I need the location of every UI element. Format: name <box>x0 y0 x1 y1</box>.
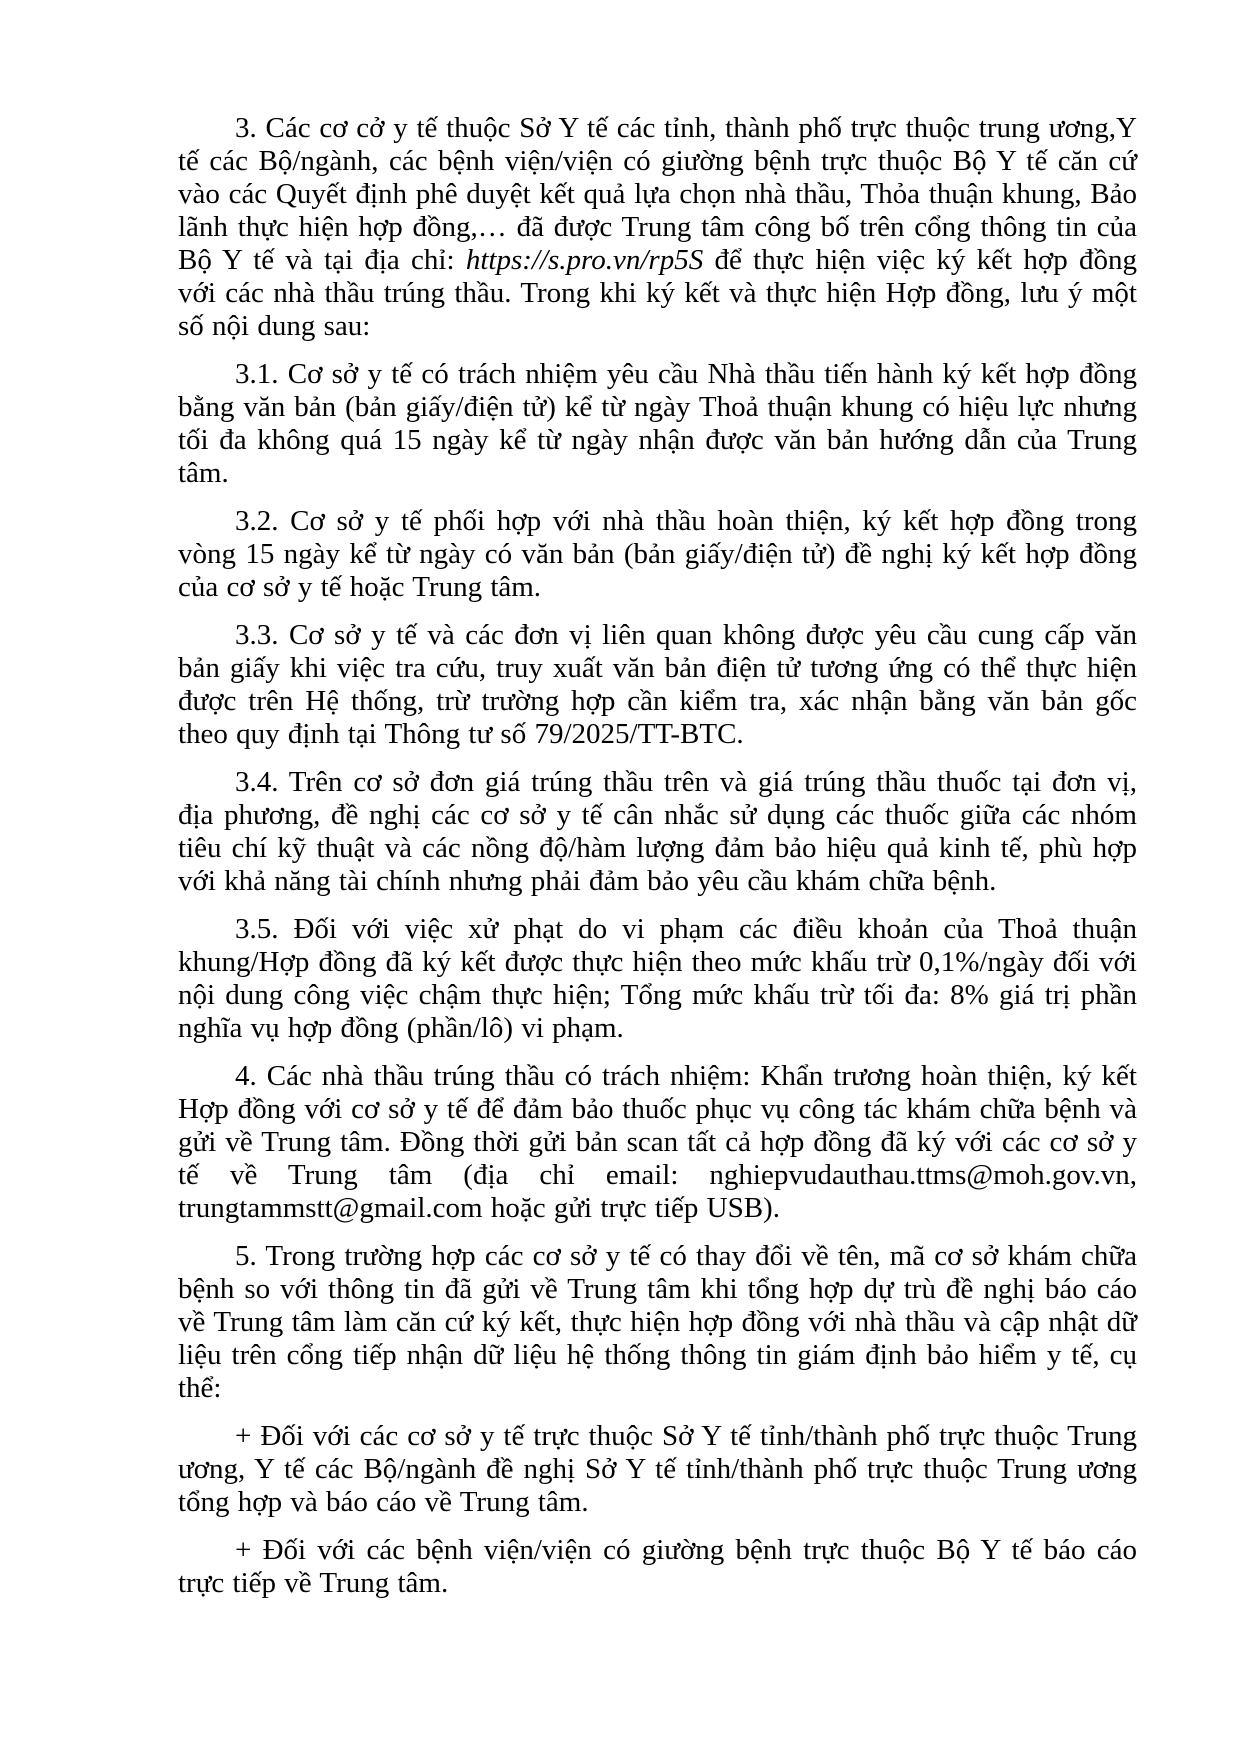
paragraph-3-2: 3.2. Cơ sở y tế phối hợp với nhà thầu hoàn thiện, ký kết hợp đồng trong vòng 15 ngày kể từ ngày có văn bản (bản giấy/điện tử) đề nghị ký kết hợp đồng của cơ sở y tế hoặc Trung tâm. <box>178 505 1137 603</box>
paragraph-3 <box>178 112 1137 343</box>
paragraph-3-5: 3.5. Đối với việc xử phạt do vi phạm các điều khoản của Thoả thuận khung/Hợp đồng đã ký kết được thực hiện theo mức khấu trừ 0,1%/ngày đối với nội dung công việc chậm thực hiện; Tổng mức khấu trừ tối đa: 8% giá trị phần nghĩa vụ hợp đồng (phần/lô) vi phạm. <box>178 913 1137 1044</box>
paragraph-5-bullet-2: + Đối với các bệnh viện/viện có giường bệnh trực thuộc Bộ Y tế báo cáo trực tiếp về Trung tâm. <box>178 1534 1137 1599</box>
paragraph-5-bullet-1: + Đối với các cơ sở y tế trực thuộc Sở Y tế tỉnh/thành phố trực thuộc Trung ương, Y tế các Bộ/ngành đề nghị Sở Y tế tỉnh/thành phố trực thuộc Trung ương tổng hợp và báo cáo về Trung tâm. <box>178 1420 1137 1518</box>
paragraph-3-text-after-link: để thực hiện việc ký kết hợp đồng với các nhà thầu trúng thầu. Trong khi ký kết và thực hiện Hợp đồng, lưu ý một số nội dung sau: <box>178 244 1137 342</box>
paragraph-4: 4. Các nhà thầu trúng thầu có trách nhiệm: Khẩn trương hoàn thiện, ký kết Hợp đồng với cơ sở y tế để đảm bảo thuốc phục vụ công tác khám chữa bệnh và gửi về Trung tâm. Đồng thời gửi bản scan tất cả hợp đồng đã ký với các cơ sở y tế về Trung tâm (địa chỉ email: nghiepvudauthau.ttms@moh.gov.vn, trungtammstt@gmail.com hoặc gửi trực tiếp USB). <box>178 1060 1137 1224</box>
paragraph-5: 5. Trong trường hợp các cơ sở y tế có thay đổi về tên, mã cơ sở khám chữa bệnh so với thông tin đã gửi về Trung tâm khi tổng hợp dự trù đề nghị báo cáo về Trung tâm làm căn cứ ký kết, thực hiện hợp đồng với nhà thầu và cập nhật dữ liệu trên cổng tiếp nhận dữ liệu hệ thống thông tin giám định bảo hiểm y tế, cụ thể: <box>178 1240 1137 1404</box>
paragraph-3-3: 3.3. Cơ sở y tế và các đơn vị liên quan không được yêu cầu cung cấp văn bản giấy khi việc tra cứu, truy xuất văn bản điện tử tương ứng có thể thực hiện được trên Hệ thống, trừ trường hợp cần kiểm tra, xác nhận bằng văn bản gốc theo quy định tại Thông tư số 79/2025/TT-BTC. <box>178 619 1137 750</box>
paragraph-3-1: 3.1. Cơ sở y tế có trách nhiệm yêu cầu Nhà thầu tiến hành ký kết hợp đồng bằng văn bản (bản giấy/điện tử) kể từ ngày Thoả thuận khung có hiệu lực nhưng tối đa không quá 15 ngày kể từ ngày nhận được văn bản hướng dẫn của Trung tâm. <box>178 358 1137 489</box>
paragraph-3-4: 3.4. Trên cơ sở đơn giá trúng thầu trên và giá trúng thầu thuốc tại đơn vị, địa phương, đề nghị các cơ sở y tế cân nhắc sử dụng các thuốc giữa các nhóm tiêu chí kỹ thuật và các nồng độ/hàm lượng đảm bảo hiệu quả kinh tế, phù hợp với khả năng tài chính nhưng phải đảm bảo yêu cầu khám chữa bệnh. <box>178 766 1137 897</box>
paragraph-3-text-before-link: 3. Các cơ cở y tế thuộc Sở Y tế các tỉnh, thành phố trực thuộc trung ương,Y tế các Bộ/ngành, các bệnh viện/viện có giường bệnh trực thuộc Bộ Y tế căn cứ vào các Quyết định phê duyệt kết quả lựa chọn nhà thầu, Thỏa thuận khung, Bảo lãnh thực hiện hợp đồng,… đã được Trung tâm công bố trên cổng thông tin của Bộ Y tế và tại địa chỉ: <box>178 112 1137 276</box>
paragraph-3-url-text: https://s.pro.vn/rp5S <box>465 244 704 276</box>
